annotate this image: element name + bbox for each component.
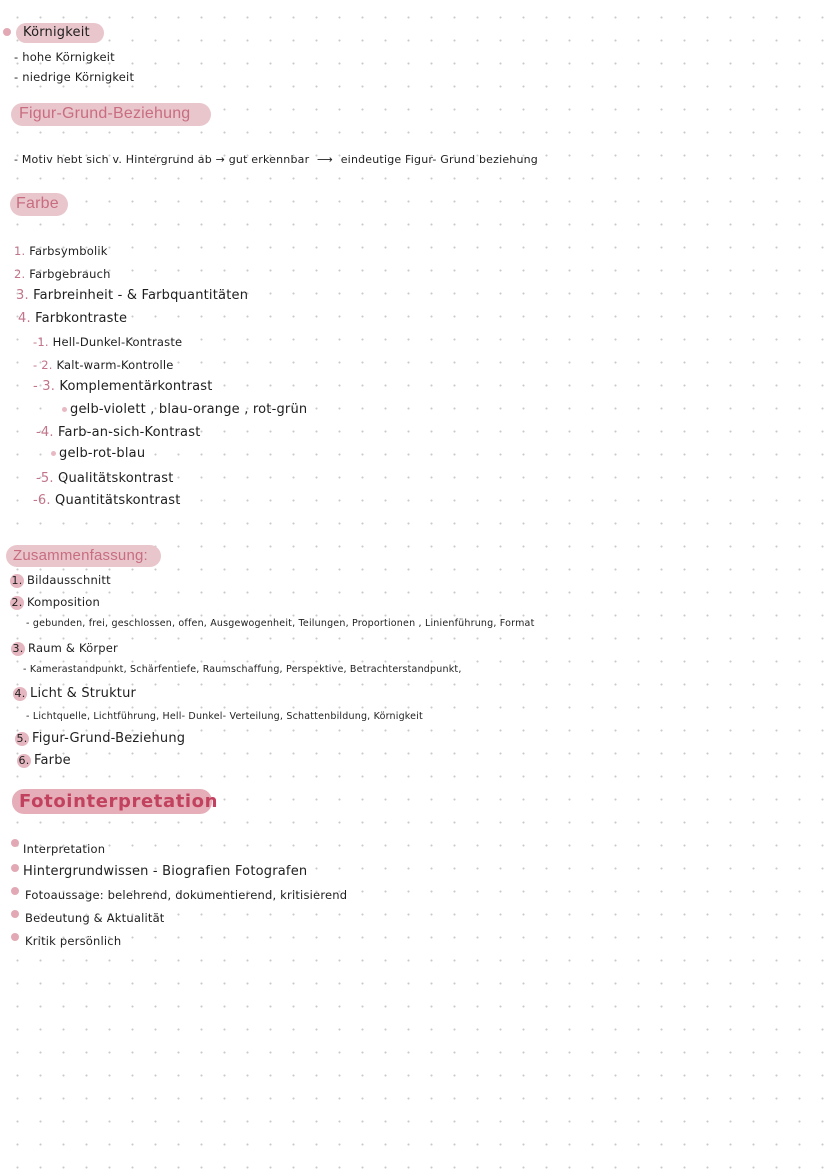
list-item: 5. Figur-Grund-Beziehung: [16, 731, 186, 746]
list-item: - 3. Komplementärkontrast: [33, 379, 213, 394]
list-item: 2. Komposition: [11, 595, 100, 609]
bullet-dot: [62, 407, 67, 412]
bullet-dot: [11, 887, 19, 895]
heading-koernigkeit: Körnigkeit: [23, 25, 90, 40]
list-item: 4. Licht & Struktur: [14, 686, 137, 701]
heading-figur-grund: Figur-Grund-Beziehung: [19, 105, 191, 122]
list-item: - 2. Kalt-warm-Kontrolle: [33, 358, 174, 372]
detail-line: - Kamerastandpunkt, Schärfentiefe, Raumschaffung, Perspektive, Betrachterstandpunkt,: [23, 664, 462, 675]
list-item: Interpretation: [23, 842, 106, 856]
list-item: 1. Bildausschnitt: [11, 573, 111, 587]
heading-fotointerpretation: Fotointerpretation: [19, 791, 219, 812]
bullet-dot: [11, 933, 19, 941]
detail-line: - gebunden, frei, geschlossen, offen, Ausgewogenheit, Teilungen, Proportionen , Linienführung, Format: [26, 618, 535, 629]
bullet-dot: [11, 839, 19, 847]
list-item: Fotoaussage: belehrend, dokumentierend, kritisierend: [25, 888, 348, 902]
list-item: -4. Farb-an-sich-Kontrast: [36, 425, 201, 440]
list-item: -1. Hell-Dunkel-Kontraste: [33, 335, 183, 349]
text-part: eindeutige Figur- Grund beziehung: [340, 153, 538, 166]
list-item: 3. Farbreinheit - & Farbquantitäten: [16, 288, 249, 303]
text-part: - Motiv hebt sich v. Hintergrund ab: [14, 153, 212, 166]
list-item: 4. Farbkontraste: [18, 311, 128, 326]
list-item: 1. Farbsymbolik: [14, 244, 108, 258]
list-item: gelb-violett , blau-orange , rot-grün: [70, 402, 308, 417]
bullet-dot: [11, 864, 19, 872]
list-item: Bedeutung & Aktualität: [25, 911, 165, 925]
list-item: Hintergrundwissen - Biografien Fotografen: [23, 864, 308, 879]
list-item: 2. Farbgebrauch: [14, 267, 111, 281]
arrow-icon: ⟶: [317, 153, 334, 166]
arrow-icon: →: [215, 153, 226, 166]
list-item: Kritik persönlich: [25, 934, 122, 948]
list-item: 6. Farbe: [18, 753, 71, 768]
list-item: -6. Quantitätskontrast: [33, 493, 181, 508]
text-part: gut erkennbar: [228, 153, 310, 166]
list-item: - hohe Körnigkeit: [14, 50, 115, 64]
list-item: gelb-rot-blau: [59, 446, 146, 461]
list-item: -5. Qualitätskontrast: [36, 471, 174, 486]
list-item: - niedrige Körnigkeit: [14, 70, 135, 84]
list-item: 3. Raum & Körper: [12, 641, 118, 655]
bullet-dot: [51, 451, 56, 456]
figur-grund-line: [14, 152, 538, 168]
detail-line: - Lichtquelle, Lichtführung, Hell- Dunkel- Verteilung, Schattenbildung, Körnigkeit: [26, 711, 423, 722]
bullet-dot: [11, 910, 19, 918]
heading-zusammenfassung: Zusammenfassung:: [13, 547, 148, 564]
heading-farbe: Farbe: [16, 195, 59, 212]
bullet-dot: [3, 28, 11, 36]
